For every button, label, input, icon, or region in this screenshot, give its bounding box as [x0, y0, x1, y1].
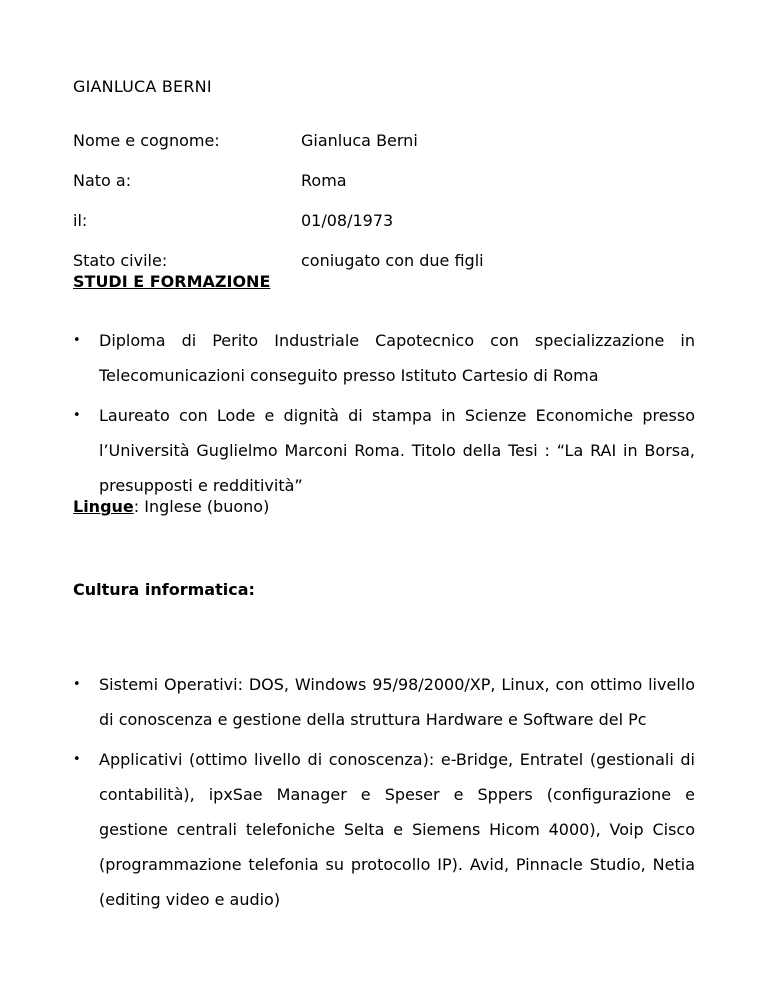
info-value: coniugato con due figli: [301, 251, 484, 270]
cultura-list: [73, 667, 695, 922]
info-label: Nato a:: [73, 171, 132, 190]
list-item: • Sistemi Operativi: DOS, Windows 95/98/2000/XP, Linux, con ottimo livello di conoscenza e gestione della struttura Hardware e Software del Pc: [73, 667, 695, 737]
info-value: Roma: [301, 171, 347, 190]
studi-list: [73, 323, 695, 508]
section-heading-studi: STUDI E FORMAZIONE: [73, 272, 271, 291]
list-item: • Applicativi (ottimo livello di conoscenza): e-Bridge, Entratel (gestionali di contabilità), ipxSae Manager e Speser e Sppers (configurazione e gestione centrali telefoniche Selta e Siemens Hicom 4000), Voip Cisco (programmazione telefonia su protocollo IP). Avid, Pinnacle Studio, Netia (editing video e audio): [73, 742, 695, 917]
info-value: 01/08/1973: [301, 211, 394, 230]
languages-value: : Inglese (buono): [133, 497, 270, 516]
list-item: • Laureato con Lode e dignità di stampa in Scienze Economiche presso l’Università Guglielmo Marconi Roma. Titolo della Tesi : “La RAI in Borsa, presupposti e redditività”: [73, 398, 695, 503]
languages-label: Lingue: [73, 497, 134, 516]
list-item: • Diploma di Perito Industriale Capotecnico con specializzazione in Telecomunicazioni conseguito presso Istituto Cartesio di Roma: [73, 323, 695, 393]
candidate-name: GIANLUCA BERNI: [73, 77, 212, 96]
section-heading-cultura: Cultura informatica:: [73, 580, 255, 599]
info-label: Nome e cognome:: [73, 131, 220, 150]
languages-line: [73, 497, 269, 516]
info-label: il:: [73, 211, 88, 230]
info-value: Gianluca Berni: [301, 131, 418, 150]
info-label: Stato civile:: [73, 251, 168, 270]
